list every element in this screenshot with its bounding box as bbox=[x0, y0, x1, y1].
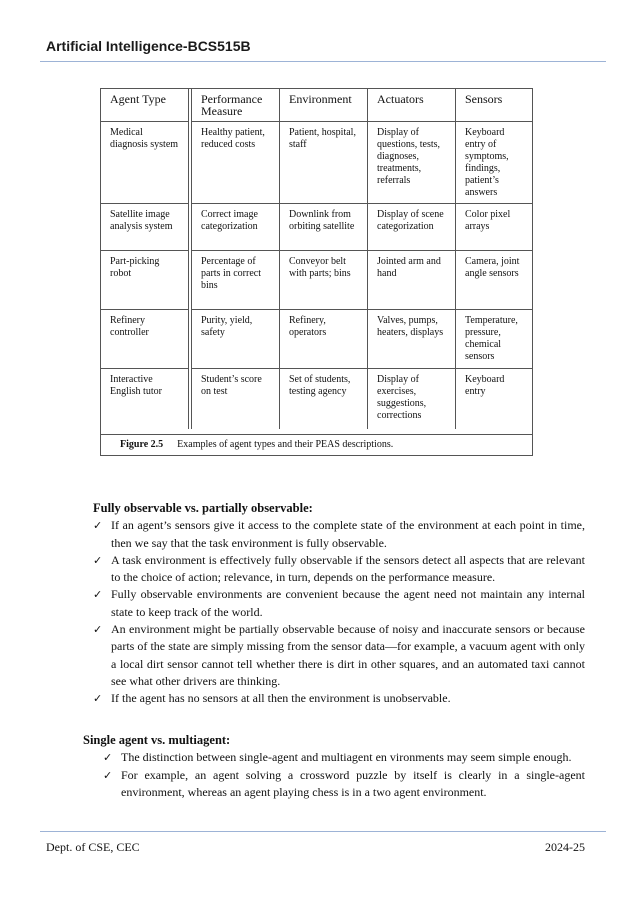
caption-label: Figure 2.5 bbox=[120, 439, 164, 450]
figure-caption bbox=[101, 434, 532, 455]
table-cell: Set of students, testing agency bbox=[280, 369, 368, 430]
bullet-list bbox=[83, 749, 585, 801]
footer-year: 2024-25 bbox=[545, 840, 585, 854]
column-header: Agent Type bbox=[101, 89, 190, 122]
table-cell: Student’s score on test bbox=[190, 369, 280, 430]
peas-table bbox=[101, 89, 532, 429]
checkmark-icon: ✓ bbox=[93, 553, 103, 567]
observable-section bbox=[93, 500, 585, 708]
section-heading: Single agent vs. multiagent: bbox=[83, 733, 231, 747]
table-cell: Jointed arm and hand bbox=[368, 251, 456, 310]
list-item bbox=[93, 552, 585, 587]
table-cell: Display of questions, tests, diagnoses, treatments, referrals bbox=[368, 122, 456, 204]
table-cell: Keyboard entry bbox=[465, 374, 505, 397]
table-cell: Correct image categorization bbox=[190, 204, 280, 251]
table-cell: Camera, joint angle sensors bbox=[456, 251, 533, 310]
table-cell: Color pixel arrays bbox=[456, 204, 533, 251]
table-row bbox=[101, 310, 532, 369]
page-header-title: Artificial Intelligence-BCS515B bbox=[46, 38, 251, 54]
header-divider bbox=[40, 61, 606, 62]
list-item-text: If the agent has no sensors at all then the environment is unobservable. bbox=[111, 691, 451, 706]
table-cell: Conveyor belt with parts; bins bbox=[280, 251, 368, 310]
table-cell: Display of scene categorization bbox=[368, 204, 456, 251]
column-header: Sensors bbox=[456, 89, 533, 122]
list-item-text: An environment might be partially observable because of noisy and inaccurate sensors or because parts of the state are simply missing from the sensor data—for example, a vacuum agent with only a local dirt sensor cannot tell whether there is dirt in other squares, and an automated taxi cannot see what other drivers are thinking. bbox=[111, 622, 585, 688]
table-cell: Display of exercises, suggestions, corrections bbox=[368, 369, 456, 430]
list-item bbox=[93, 586, 585, 621]
multiagent-section bbox=[83, 732, 585, 801]
caption-text: Examples of agent types and their PEAS descriptions. bbox=[177, 439, 394, 450]
footer-divider bbox=[40, 831, 606, 832]
checkmark-icon: ✓ bbox=[93, 623, 103, 637]
table-cell: Patient, hospital, staff bbox=[280, 122, 368, 204]
table-cell: Downlink from orbiting satellite bbox=[280, 204, 368, 251]
list-item-text: If an agent’s sensors give it access to the complete state of the environment at each point in time, then we say that the task environment is fully observable. bbox=[111, 518, 585, 550]
table-cell: Healthy patient, reduced costs bbox=[190, 122, 280, 204]
list-item-text: For example, an agent solving a crossword puzzle by itself is clearly in a single-agent environment, whereas an agent playing chess is in a two agent environment. bbox=[121, 767, 585, 799]
table-cell: Interactive English tutor bbox=[101, 369, 190, 430]
checkmark-icon: ✓ bbox=[103, 751, 113, 765]
column-header: Actuators bbox=[368, 89, 456, 122]
section-heading: Fully observable vs. partially observable: bbox=[93, 501, 313, 515]
list-item bbox=[103, 767, 585, 802]
bullet-list bbox=[93, 517, 585, 707]
list-item-text: Fully observable environments are convenient because the agent need not maintain any internal state to keep track of the world. bbox=[111, 587, 585, 619]
list-item bbox=[93, 621, 585, 690]
table-cell: Percentage of parts in correct bins bbox=[190, 251, 280, 310]
footer-department: Dept. of CSE, CEC bbox=[46, 840, 140, 854]
table-row bbox=[101, 369, 532, 430]
table-row bbox=[101, 204, 532, 251]
table-cell: Satellite image analysis system bbox=[101, 204, 190, 251]
checkmark-icon: ✓ bbox=[93, 692, 103, 706]
table-cell: Refinery, operators bbox=[280, 310, 368, 369]
list-item-text: The distinction between single-agent and multiagent en vironments may seem simple enough. bbox=[121, 750, 572, 765]
list-item bbox=[93, 690, 585, 707]
list-item bbox=[93, 517, 585, 552]
table-cell: Purity, yield, safety bbox=[190, 310, 280, 369]
list-item bbox=[103, 749, 585, 766]
table-cell: Valves, pumps, heaters, displays bbox=[368, 310, 456, 369]
checkmark-icon: ✓ bbox=[93, 588, 103, 602]
table-cell: Medical diagnosis system bbox=[101, 122, 190, 204]
table-cell: Keyboard entry of symptoms, findings, patient’s answers bbox=[456, 122, 533, 204]
peas-figure bbox=[100, 88, 533, 456]
checkmark-icon: ✓ bbox=[93, 519, 103, 533]
table-row bbox=[101, 251, 532, 310]
column-header: Environment bbox=[280, 89, 368, 122]
checkmark-icon: ✓ bbox=[103, 768, 113, 782]
table-header-row bbox=[101, 89, 532, 122]
list-item-text: A task environment is effectively fully observable if the sensors detect all aspects that are relevant to the choice of action; relevance, in turn, depends on the performance measure. bbox=[111, 552, 585, 585]
table-cell: Refinery controller bbox=[101, 310, 190, 369]
column-header: Performance Measure bbox=[190, 89, 280, 122]
table-cell: Part-picking robot bbox=[101, 251, 190, 310]
table-row bbox=[101, 122, 532, 204]
table-cell: Temperature, pressure, chemical sensors bbox=[456, 310, 533, 369]
